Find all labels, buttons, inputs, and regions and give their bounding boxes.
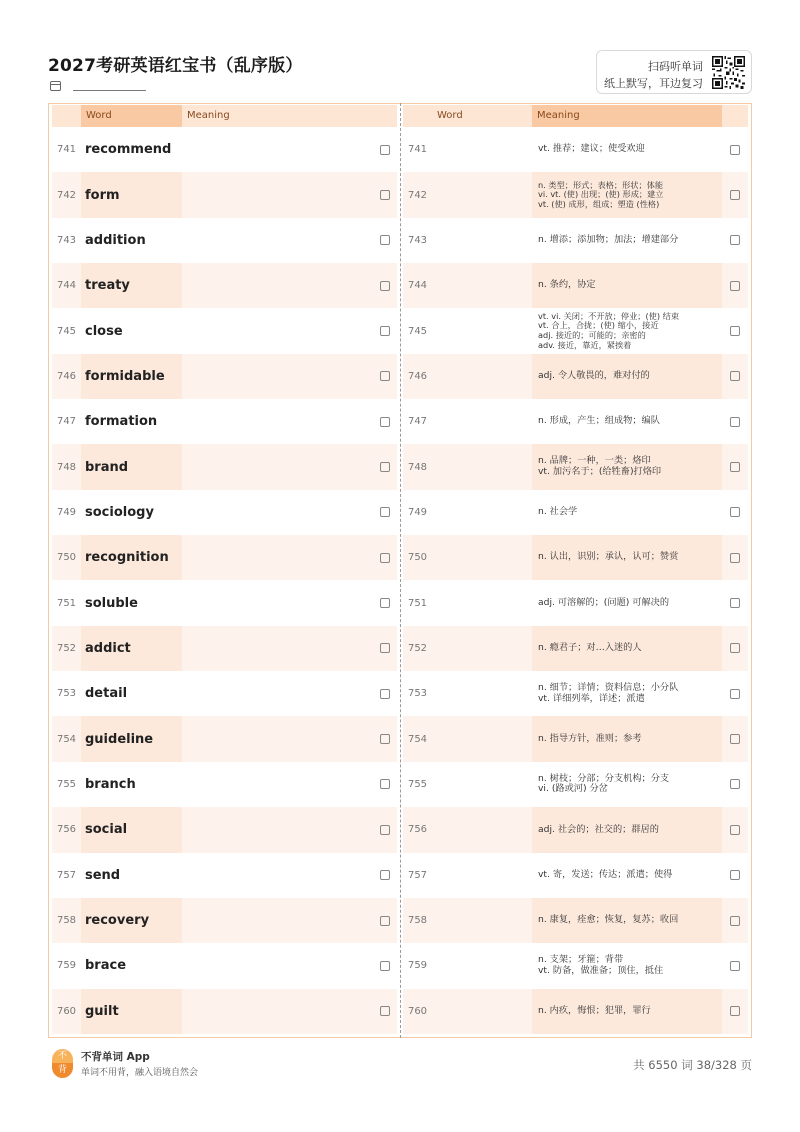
meaning-lines — [538, 416, 660, 427]
blank-word-cell[interactable] — [432, 580, 532, 625]
row-number: 759 — [403, 943, 432, 988]
checkbox[interactable] — [380, 145, 390, 155]
blank-word-cell[interactable] — [432, 308, 532, 353]
blank-word-cell[interactable] — [432, 762, 532, 807]
checkbox[interactable] — [380, 462, 390, 472]
row-number: 752 — [52, 626, 81, 671]
app-name: 不背单词 App — [81, 1051, 150, 1063]
check-cell — [373, 308, 397, 353]
blank-meaning-cell[interactable] — [182, 989, 373, 1034]
check-cell — [373, 989, 397, 1034]
blank-word-cell[interactable] — [432, 263, 532, 308]
row-number: 755 — [52, 762, 81, 807]
meaning-line: vt. 详细列举，详述；派遣 — [538, 692, 645, 704]
checkbox[interactable] — [730, 598, 740, 608]
checkbox[interactable] — [380, 326, 390, 336]
qr-code-icon[interactable] — [712, 56, 745, 89]
check-cell — [373, 127, 397, 172]
row-word: social — [81, 807, 182, 852]
check-cell — [722, 626, 748, 671]
row-word: recommend — [81, 127, 182, 172]
meaning-lines — [538, 144, 645, 155]
meaning-lines — [538, 825, 659, 836]
checkbox[interactable] — [380, 643, 390, 653]
checkbox[interactable] — [380, 417, 390, 427]
meaning-line: n. 类型；形式；表格；形状；体能 — [538, 179, 664, 190]
check-cell — [722, 172, 748, 217]
row-number: 742 — [52, 172, 81, 217]
app-slogan: 单词不用背，融入语境自然会 — [81, 1068, 199, 1078]
row-word: brand — [81, 444, 182, 489]
blank-meaning-cell[interactable] — [182, 580, 373, 625]
checkbox[interactable] — [730, 961, 740, 971]
header-word: Word — [432, 105, 532, 127]
row-word: formidable — [81, 354, 182, 399]
meaning-line: vt. 防备，做准备；顶住，抵住 — [538, 964, 664, 976]
fold-divider — [400, 103, 401, 1038]
meaning-lines — [538, 734, 642, 745]
check-cell — [722, 898, 748, 943]
check-cell — [373, 671, 397, 716]
meaning-line: n. 内疚，悔恨；犯罪，罪行 — [538, 1004, 651, 1016]
meaning-line: adj. 令人敬畏的，难对付的 — [538, 370, 650, 382]
calendar-icon — [50, 81, 61, 91]
checkbox[interactable] — [730, 553, 740, 563]
row-word: branch — [81, 762, 182, 807]
row-meaning — [532, 535, 722, 580]
checkbox[interactable] — [730, 870, 740, 880]
check-cell — [373, 535, 397, 580]
check-cell — [722, 943, 748, 988]
meaning-line: n. 条约，协定 — [538, 279, 596, 291]
checkbox[interactable] — [730, 190, 740, 200]
row-meaning — [532, 716, 722, 761]
blank-meaning-cell[interactable] — [182, 898, 373, 943]
blank-meaning-cell[interactable] — [182, 762, 373, 807]
checkbox[interactable] — [730, 689, 740, 699]
check-cell — [373, 580, 397, 625]
check-cell — [373, 399, 397, 444]
blank-meaning-cell[interactable] — [182, 127, 373, 172]
meaning-line: n. 树枝；分部；分支机构；分支 — [538, 772, 670, 784]
row-number: 743 — [52, 218, 81, 263]
row-number: 747 — [52, 399, 81, 444]
logo-top-char: 不 — [52, 1049, 73, 1063]
meaning-line: n. 认出，识别；承认，认可；赞赏 — [538, 551, 679, 563]
checkbox[interactable] — [730, 643, 740, 653]
meaning-line: adv. 接近，靠近，紧挨着 — [538, 339, 632, 350]
meaning-lines — [538, 774, 669, 795]
blank-meaning-cell[interactable] — [182, 354, 373, 399]
row-meaning — [532, 853, 722, 898]
meaning-lines — [538, 643, 642, 654]
blank-word-cell[interactable] — [432, 671, 532, 716]
checkbox[interactable] — [380, 779, 390, 789]
check-cell — [722, 218, 748, 263]
checkbox[interactable] — [380, 689, 390, 699]
row-word: soluble — [81, 580, 182, 625]
row-number: 752 — [403, 626, 432, 671]
meaning-line: n. 增添；添加物；加法；增建部分 — [538, 234, 679, 246]
row-number: 751 — [52, 580, 81, 625]
meaning-line: adj. 可溶解的；(问题) 可解决的 — [538, 596, 670, 608]
row-word: sociology — [81, 490, 182, 535]
row-meaning — [532, 127, 722, 172]
check-cell — [722, 399, 748, 444]
checkbox[interactable] — [380, 598, 390, 608]
row-number: 746 — [403, 354, 432, 399]
meaning-line: n. 细节；详情；资料信息；小分队 — [538, 682, 679, 694]
meaning-lines — [538, 280, 596, 291]
row-word: send — [81, 853, 182, 898]
blank-word-cell[interactable] — [432, 943, 532, 988]
check-cell — [373, 490, 397, 535]
checkbox[interactable] — [730, 281, 740, 291]
meaning-lines — [538, 507, 577, 518]
row-number: 745 — [403, 308, 432, 353]
meaning-lines — [538, 598, 669, 609]
row-word: brace — [81, 943, 182, 988]
row-number: 754 — [403, 716, 432, 761]
date-blank-line — [73, 81, 146, 91]
check-cell — [373, 943, 397, 988]
row-meaning — [532, 490, 722, 535]
row-number: 759 — [52, 943, 81, 988]
checkbox[interactable] — [380, 371, 390, 381]
page-info: 共 6550 词 38/328 页 — [633, 1058, 752, 1072]
meaning-line: n. 形成，产生；组成物；编队 — [538, 415, 660, 427]
row-number: 760 — [52, 989, 81, 1034]
meaning-line: vt. 推荐；建议；使受欢迎 — [538, 143, 645, 155]
row-meaning — [532, 172, 722, 217]
row-meaning — [532, 444, 722, 489]
row-number: 747 — [403, 399, 432, 444]
header-check-cell — [373, 105, 397, 127]
checkbox[interactable] — [730, 371, 740, 381]
row-word: formation — [81, 399, 182, 444]
row-word: recognition — [81, 535, 182, 580]
check-cell — [373, 444, 397, 489]
blank-word-cell[interactable] — [432, 354, 532, 399]
check-cell — [722, 671, 748, 716]
row-number: 743 — [403, 218, 432, 263]
date-field — [50, 81, 146, 91]
meaning-line: n. 品牌；一种，一类；烙印 — [538, 455, 651, 467]
checkbox[interactable] — [380, 190, 390, 200]
header-meaning: Meaning — [532, 105, 722, 127]
meaning-line: n. 支架；牙箍；背带 — [538, 954, 624, 966]
meaning-lines — [538, 456, 661, 477]
blank-word-cell[interactable] — [432, 716, 532, 761]
checkbox[interactable] — [380, 961, 390, 971]
qr-panel — [596, 50, 752, 94]
meaning-lines — [538, 235, 678, 246]
meaning-line: vt. 加污名于；(给牲畜)打烙印 — [538, 466, 662, 478]
header-num-cell — [403, 105, 432, 127]
blank-meaning-cell[interactable] — [182, 172, 373, 217]
check-cell — [722, 762, 748, 807]
meaning-lines — [538, 371, 650, 382]
blank-meaning-cell[interactable] — [182, 263, 373, 308]
app-logo — [52, 1049, 73, 1078]
check-cell — [373, 626, 397, 671]
blank-word-cell[interactable] — [432, 898, 532, 943]
row-number: 741 — [403, 127, 432, 172]
check-cell — [373, 218, 397, 263]
row-number: 754 — [52, 716, 81, 761]
row-number: 753 — [403, 671, 432, 716]
row-word: guideline — [81, 716, 182, 761]
meaning-lines — [538, 181, 663, 210]
row-meaning — [532, 943, 722, 988]
checkbox[interactable] — [380, 1006, 390, 1016]
meaning-line: adj. 社会的；社交的；群居的 — [538, 823, 659, 835]
check-cell — [722, 989, 748, 1034]
blank-meaning-cell[interactable] — [182, 444, 373, 489]
meaning-line: vi. (路或河) 分岔 — [538, 783, 608, 795]
meaning-lines — [538, 870, 672, 881]
row-meaning — [532, 218, 722, 263]
row-number: 758 — [52, 898, 81, 943]
logo-bottom-char: 背 — [52, 1063, 73, 1078]
check-cell — [373, 263, 397, 308]
row-word: detail — [81, 671, 182, 716]
blank-word-cell[interactable] — [432, 853, 532, 898]
header-check-cell — [722, 105, 748, 127]
header-num-cell — [52, 105, 81, 127]
blank-meaning-cell[interactable] — [182, 671, 373, 716]
checkbox[interactable] — [730, 734, 740, 744]
row-number: 745 — [52, 308, 81, 353]
row-word: guilt — [81, 989, 182, 1034]
row-word: addition — [81, 218, 182, 263]
check-cell — [722, 716, 748, 761]
meaning-line: adj. 接近的；可能的；亲密的 — [538, 330, 646, 341]
checkbox[interactable] — [730, 235, 740, 245]
row-meaning — [532, 308, 722, 353]
qr-caption-2: 纸上默写，耳边复习 — [604, 77, 703, 90]
row-meaning — [532, 580, 722, 625]
check-cell — [722, 853, 748, 898]
row-number: 756 — [52, 807, 81, 852]
row-number: 760 — [403, 989, 432, 1034]
checkbox[interactable] — [380, 734, 390, 744]
check-cell — [722, 580, 748, 625]
meaning-lines — [538, 312, 679, 350]
checkbox[interactable] — [730, 145, 740, 155]
row-meaning — [532, 989, 722, 1034]
checkbox[interactable] — [730, 916, 740, 926]
row-number: 744 — [52, 263, 81, 308]
row-meaning — [532, 626, 722, 671]
checkbox[interactable] — [380, 916, 390, 926]
meaning-line: vt. 合上，合拢；(使) 缩小，接近 — [538, 320, 659, 331]
row-meaning — [532, 671, 722, 716]
checkbox[interactable] — [730, 462, 740, 472]
blank-meaning-cell[interactable] — [182, 853, 373, 898]
blank-meaning-cell[interactable] — [182, 218, 373, 263]
row-number: 757 — [52, 853, 81, 898]
blank-meaning-cell[interactable] — [182, 716, 373, 761]
page-title: 2027考研英语红宝书（乱序版） — [48, 56, 303, 76]
meaning-line: vt. 寄，发送；传达；派遣；使得 — [538, 868, 673, 880]
checkbox[interactable] — [380, 281, 390, 291]
row-number: 750 — [52, 535, 81, 580]
blank-meaning-cell[interactable] — [182, 399, 373, 444]
header-word: Word — [81, 105, 182, 127]
meaning-lines — [538, 683, 678, 704]
row-meaning — [532, 399, 722, 444]
row-number: 744 — [403, 263, 432, 308]
meaning-lines — [538, 552, 678, 563]
check-cell — [373, 762, 397, 807]
checkbox[interactable] — [730, 417, 740, 427]
row-number: 746 — [52, 354, 81, 399]
blank-word-cell[interactable] — [432, 490, 532, 535]
checkbox[interactable] — [380, 553, 390, 563]
check-cell — [722, 444, 748, 489]
blank-meaning-cell[interactable] — [182, 626, 373, 671]
blank-word-cell[interactable] — [432, 989, 532, 1034]
checkbox[interactable] — [730, 825, 740, 835]
row-number: 757 — [403, 853, 432, 898]
checkbox[interactable] — [730, 507, 740, 517]
row-number: 742 — [403, 172, 432, 217]
row-number: 748 — [403, 444, 432, 489]
check-cell — [373, 354, 397, 399]
blank-meaning-cell[interactable] — [182, 308, 373, 353]
check-cell — [722, 535, 748, 580]
row-number: 755 — [403, 762, 432, 807]
meaning-lines — [538, 915, 678, 926]
blank-word-cell[interactable] — [432, 444, 532, 489]
check-cell — [373, 898, 397, 943]
blank-meaning-cell[interactable] — [182, 535, 373, 580]
row-number: 748 — [52, 444, 81, 489]
meaning-line: vi. vt. (使) 出现；(使) 形成；建立 — [538, 189, 664, 200]
row-meaning — [532, 898, 722, 943]
blank-meaning-cell[interactable] — [182, 943, 373, 988]
check-cell — [373, 807, 397, 852]
row-word: form — [81, 172, 182, 217]
meaning-line: vt. (使) 成形，组成；塑造 (性格) — [538, 198, 660, 209]
row-number: 750 — [403, 535, 432, 580]
check-cell — [722, 308, 748, 353]
header-meaning: Meaning — [182, 105, 373, 127]
row-word: treaty — [81, 263, 182, 308]
blank-word-cell[interactable] — [432, 807, 532, 852]
row-number: 758 — [403, 898, 432, 943]
check-cell — [722, 127, 748, 172]
meaning-line: n. 指导方针，准则；参考 — [538, 732, 642, 744]
row-number: 756 — [403, 807, 432, 852]
row-meaning — [532, 807, 722, 852]
row-meaning — [532, 263, 722, 308]
row-number: 749 — [52, 490, 81, 535]
meaning-line: n. 社会学 — [538, 506, 578, 518]
checkbox[interactable] — [730, 1006, 740, 1016]
row-number: 753 — [52, 671, 81, 716]
check-cell — [373, 853, 397, 898]
blank-word-cell[interactable] — [432, 127, 532, 172]
check-cell — [373, 172, 397, 217]
blank-meaning-cell[interactable] — [182, 490, 373, 535]
row-number: 741 — [52, 127, 81, 172]
check-cell — [373, 716, 397, 761]
row-meaning — [532, 354, 722, 399]
row-number: 751 — [403, 580, 432, 625]
row-word: addict — [81, 626, 182, 671]
row-number: 749 — [403, 490, 432, 535]
row-meaning — [532, 762, 722, 807]
blank-word-cell[interactable] — [432, 218, 532, 263]
checkbox[interactable] — [730, 779, 740, 789]
checkbox[interactable] — [380, 507, 390, 517]
qr-caption-1: 扫码听单词 — [648, 60, 703, 73]
row-word: recovery — [81, 898, 182, 943]
check-cell — [722, 490, 748, 535]
checkbox[interactable] — [380, 235, 390, 245]
checkbox[interactable] — [730, 326, 740, 336]
check-cell — [722, 354, 748, 399]
check-cell — [722, 263, 748, 308]
checkbox[interactable] — [380, 870, 390, 880]
blank-word-cell[interactable] — [432, 626, 532, 671]
check-cell — [722, 807, 748, 852]
blank-word-cell[interactable] — [432, 535, 532, 580]
blank-meaning-cell[interactable] — [182, 807, 373, 852]
blank-word-cell[interactable] — [432, 172, 532, 217]
meaning-line: vt. vi. 关闭；不开放；停业；(使) 结束 — [538, 310, 680, 321]
blank-word-cell[interactable] — [432, 399, 532, 444]
checkbox[interactable] — [380, 825, 390, 835]
meaning-lines — [538, 1006, 651, 1017]
meaning-lines — [538, 955, 663, 976]
meaning-line: n. 瘾君子；对…入迷的人 — [538, 642, 642, 654]
meaning-line: n. 康复，痊愈；恢复，复苏；收回 — [538, 914, 679, 926]
row-word: close — [81, 308, 182, 353]
